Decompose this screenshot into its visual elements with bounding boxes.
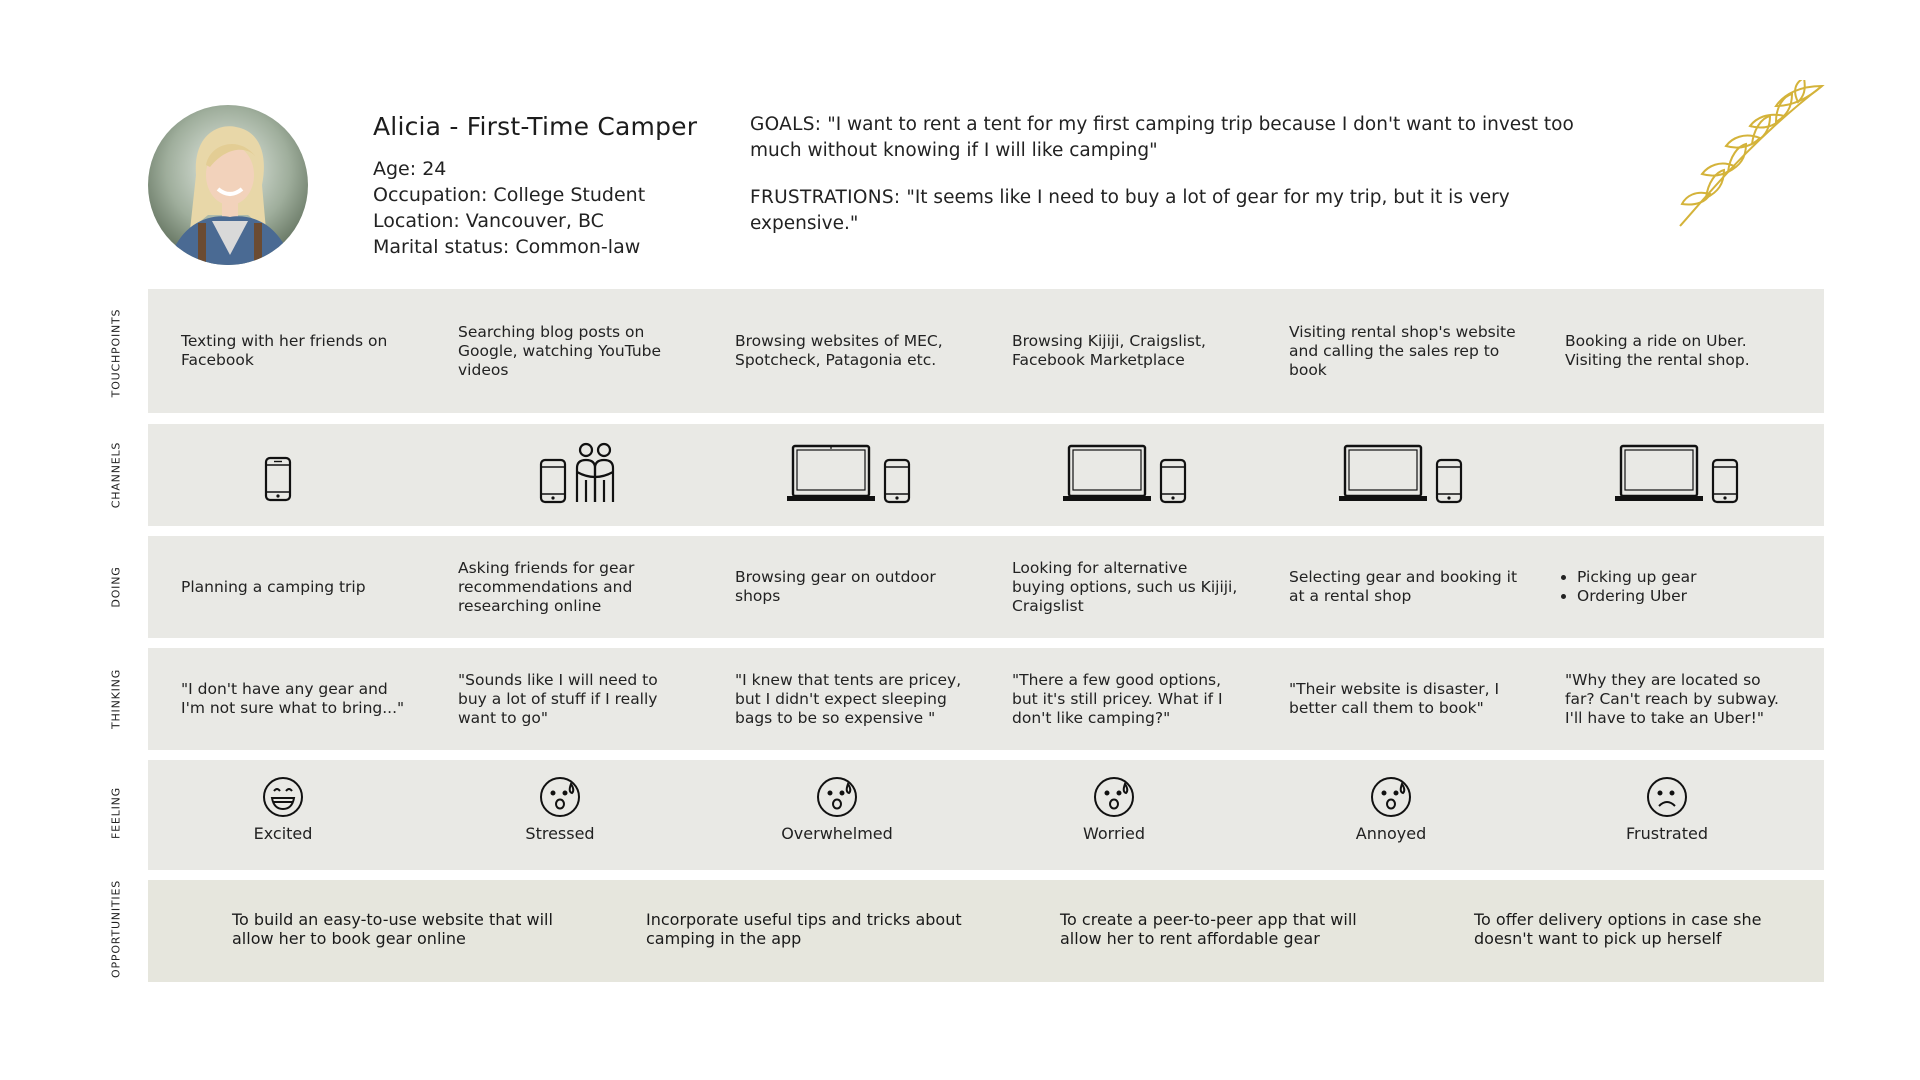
- persona-occupation: Occupation: College Student: [373, 184, 646, 206]
- feeling-label: Worried: [1083, 824, 1145, 843]
- laptop-icon: [1061, 442, 1153, 504]
- feeling-label: Overwhelmed: [781, 824, 893, 843]
- feeling-label: Excited: [253, 824, 313, 843]
- touchpoint-cell: Booking a ride on Uber. Visiting the rental shop.: [1565, 332, 1750, 369]
- thinking-cell: "Their website is disaster, I better call them to book": [1289, 680, 1500, 717]
- persona-age: Age: 24: [373, 158, 447, 180]
- channel-cell: [1596, 442, 1756, 504]
- opportunity-item: Incorporate useful tips and tricks about camping in the app: [646, 910, 962, 948]
- thinking-cell: "Why they are located so far? Can't reach by subway. I'll have to take an Uber!": [1565, 670, 1779, 727]
- opportunity-item: To offer delivery options in case she doesn't want to pick up herself: [1474, 910, 1762, 948]
- feeling-cell: [460, 776, 660, 843]
- feeling-row: [148, 760, 1824, 870]
- frustrations: [750, 185, 1580, 237]
- anxious-face-icon: [1093, 776, 1135, 818]
- phone-icon: [1159, 458, 1187, 504]
- feeling-cell: [1567, 776, 1767, 843]
- channel-cell: [228, 452, 328, 502]
- opportunities-row: [148, 880, 1824, 982]
- thinking-cell: "Sounds like I will need to buy a lot of stuff if I really want to go": [458, 670, 658, 727]
- touchpoint-cell: Browsing websites of MEC, Spotcheck, Patagonia etc.: [735, 332, 943, 369]
- grinning-face-icon: [262, 776, 304, 818]
- list-item: • Ordering Uber: [1577, 587, 1697, 606]
- doing-cell: Asking friends for gear recommendations and researching online: [458, 558, 635, 615]
- feeling-label: Stressed: [525, 824, 595, 843]
- laptop-icon: [785, 442, 877, 504]
- doing-list: [1551, 568, 1697, 606]
- channels-row: [148, 424, 1824, 526]
- feeling-cell: [737, 776, 937, 843]
- feeling-cell: [183, 776, 383, 843]
- anxious-face-icon: [1370, 776, 1412, 818]
- channel-cell: [768, 442, 928, 504]
- thinking-cell: "I knew that tents are pricey, but I didn't expect sleeping bags to be so expensive ": [735, 670, 962, 727]
- persona-location: Location: Vancouver, BC: [373, 210, 604, 232]
- touchpoint-cell: Texting with her friends on Facebook: [181, 332, 388, 369]
- persona-marital-status: Marital status: Common-law: [373, 236, 641, 258]
- goals-text: "I want to rent a tent for my first camping trip because I don't want to invest too much without knowing if I will like camping": [750, 114, 1574, 161]
- channel-cell: [1320, 442, 1480, 504]
- phone-icon: [1711, 458, 1739, 504]
- laptop-icon: [1613, 442, 1705, 504]
- frustrations-text: "It seems like I need to buy a lot of gear for my trip, but it is very expensive.": [750, 187, 1510, 234]
- persona-avatar: [148, 105, 308, 265]
- doing-cell: Browsing gear on outdoor shops: [735, 568, 936, 605]
- channel-cell: [498, 442, 658, 504]
- touchpoint-cell: Visiting rental shop's website and calling the sales rep to book: [1289, 322, 1516, 379]
- anxious-face-icon: [539, 776, 581, 818]
- persona-name: Alicia - First-Time Camper: [373, 112, 698, 141]
- phone-icon: [264, 456, 292, 502]
- goals-label: GOALS:: [750, 114, 822, 135]
- phone-icon: [883, 458, 911, 504]
- feeling-cell: [1014, 776, 1214, 843]
- anxious-face-icon: [816, 776, 858, 818]
- phone-icon: [1435, 458, 1463, 504]
- frowning-face-icon: [1646, 776, 1688, 818]
- list-item: • Picking up gear: [1577, 568, 1697, 587]
- opportunity-item: To create a peer-to-peer app that will allow her to rent affordable gear: [1060, 910, 1357, 948]
- touchpoint-cell: Searching blog posts on Google, watching YouTube videos: [458, 322, 662, 379]
- doing-cell: Planning a camping trip: [181, 577, 366, 596]
- frustrations-label: FRUSTRATIONS:: [750, 187, 901, 208]
- channel-cell: [1044, 442, 1204, 504]
- feeling-label: Frustrated: [1625, 824, 1709, 843]
- leaf-branch-icon: [1672, 80, 1832, 230]
- opportunity-item: To build an easy-to-use website that will allow her to book gear online: [232, 910, 553, 948]
- doing-cell: Selecting gear and booking it at a rental shop: [1289, 568, 1518, 605]
- touchpoint-cell: Browsing Kijiji, Craigslist, Facebook Marketplace: [1012, 332, 1206, 369]
- phone-icon: [539, 458, 567, 504]
- laptop-icon: [1337, 442, 1429, 504]
- thinking-cell: "I don't have any gear and I'm not sure what to bring...": [181, 680, 405, 717]
- goals: [750, 112, 1580, 164]
- thinking-cell: "There a few good options, but it's still pricey. What if I don't like camping?": [1012, 670, 1223, 727]
- touchpoints-row: [148, 289, 1824, 413]
- doing-cell: Looking for alternative buying options, such us Kijiji, Craigslist: [1012, 558, 1238, 615]
- feeling-label: Annoyed: [1355, 824, 1427, 843]
- people-icon: [573, 442, 617, 504]
- feeling-cell: [1291, 776, 1491, 843]
- doing-row: [148, 536, 1824, 638]
- doing-cell: [1551, 536, 1781, 638]
- thinking-row: [148, 648, 1824, 750]
